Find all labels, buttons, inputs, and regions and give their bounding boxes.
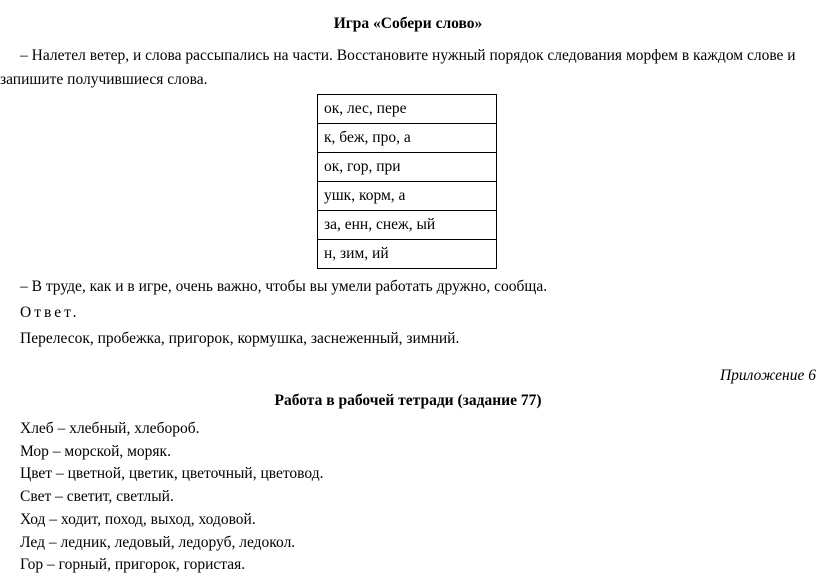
section-subtitle: Работа в рабочей тетради (задание 77) xyxy=(274,392,542,409)
table-row xyxy=(318,153,497,182)
list-item: Гор – горный, пригорок, гористая. xyxy=(20,556,246,574)
list-item: Цвет – цветной, цветик, цветочный, цветовод. xyxy=(20,465,324,483)
word-family-list xyxy=(20,418,323,577)
table-row xyxy=(318,182,497,211)
list-item: Мор – морской, моряк. xyxy=(20,442,171,460)
table-cell: ок, гор, при xyxy=(318,153,497,182)
teamwork-paragraph: – В труде, как и в игре, очень важно, чтобы вы умели работать дружно, сообща. xyxy=(20,278,548,295)
list-item: Хлеб – хлебный, хлебороб. xyxy=(20,420,200,437)
list-item: Ход – ходит, поход, выход, ходовой. xyxy=(20,510,256,528)
table-row xyxy=(318,95,497,124)
answer-text: Перелесок, пробежка, пригорок, кормушка, заснеженный, зимний. xyxy=(20,330,460,347)
table-row xyxy=(318,211,497,240)
table-cell: за, енн, снеж, ый xyxy=(318,211,497,240)
morpheme-table xyxy=(317,94,497,269)
game-title: Игра «Собери слово» xyxy=(333,15,483,32)
table-cell: к, беж, про, а xyxy=(318,124,497,153)
answer-label: Ответ. xyxy=(20,304,80,321)
table-row xyxy=(318,124,497,153)
table-row xyxy=(318,240,497,269)
list-item: Лед – ледник, ледовый, ледоруб, ледокол. xyxy=(20,533,296,551)
intro-paragraph: – Налетел ветер, и слова рассыпались на части. Восстановите нужный порядок следования морфем в каждом слове и запишите получившиеся слова. xyxy=(0,47,796,88)
appendix-label: Приложение 6 xyxy=(719,367,816,384)
list-item: Свет – светит, светлый. xyxy=(20,488,174,506)
table-cell: н, зим, ий xyxy=(318,240,497,269)
table-cell: ушк, корм, а xyxy=(318,182,497,211)
table-cell: ок, лес, пере xyxy=(318,95,497,124)
